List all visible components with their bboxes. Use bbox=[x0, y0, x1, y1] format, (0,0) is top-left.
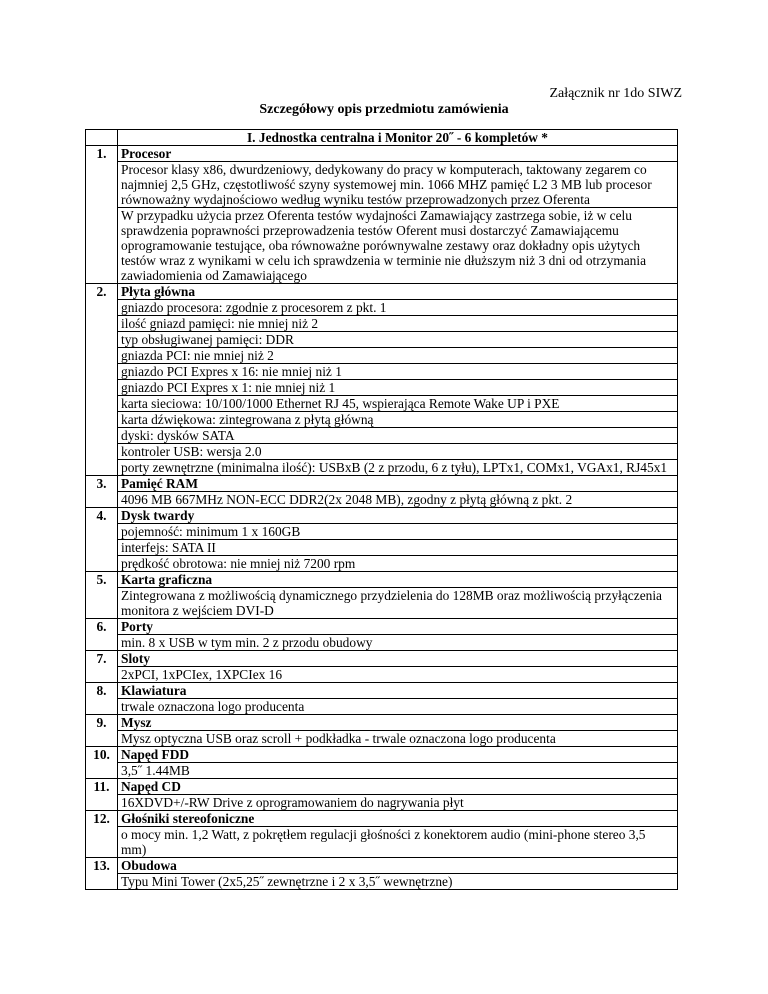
section-content bbox=[118, 284, 678, 476]
section-content bbox=[118, 476, 678, 508]
table-row bbox=[86, 858, 678, 890]
section-line: karta dźwiękowa: zintegrowana z płytą główną bbox=[118, 412, 677, 428]
section-line: 4096 MB 667MHz NON-ECC DDR2(2x 2048 MB), zgodny z płytą główną z pkt. 2 bbox=[121, 492, 573, 507]
header-number-cell bbox=[86, 130, 118, 146]
section-heading: Napęd CD bbox=[118, 779, 677, 795]
section-line: pojemność: minimum 1 x 160GB bbox=[118, 524, 677, 540]
section-line: Zintegrowana z możliwością dynamicznego przydzielenia do 128MB oraz możliwością przyłączenia monitora z wejściem DVI-D bbox=[121, 588, 662, 618]
section-number: 11. bbox=[86, 779, 118, 811]
section-content bbox=[118, 779, 678, 811]
section-line: karta sieciowa: 10/100/1000 Ethernet RJ 45, wspierająca Remote Wake UP i PXE bbox=[118, 396, 677, 412]
section-line: 2xPCI, 1xPCIex, 1XPCIex 16 bbox=[121, 667, 283, 682]
table-row bbox=[86, 811, 678, 858]
section-content bbox=[118, 715, 678, 747]
section-line: W przypadku użycia przez Oferenta testów wydajności Zamawiający zastrzega sobie, iż w celu sprawdzenia poprawności przeprowadzenia testów Oferent musi dostarczyć Zamawiającemu oprogramowanie testujące, oba równoważne porównywalne zestawy oraz dokładny opis użytych testów wraz z wynikami w celu ich sprawdzenia w terminie nie dłuższym niż 3 dni od otrzymania zawiadomienia od Zamawiającego bbox=[121, 208, 647, 283]
section-line: o mocy min. 1,2 Watt, z pokrętłem regulacji głośności z konektorem audio (mini-phone stereo 3,5 mm) bbox=[121, 827, 646, 857]
section-heading: Napęd FDD bbox=[118, 747, 677, 763]
section-line: kontroler USB: wersja 2.0 bbox=[118, 444, 677, 460]
section-heading: Głośniki stereofoniczne bbox=[118, 811, 677, 827]
section-number: 3. bbox=[86, 476, 118, 508]
section-line: gniazda PCI: nie mniej niż 2 bbox=[118, 348, 677, 364]
table-row bbox=[86, 715, 678, 747]
section-line: Procesor klasy x86, dwurdzeniowy, dedykowany do pracy w komputerach, taktowany zegarem co najmniej 2,5 GHz, częstotliwość szyny systemowej min. 1066 MHZ pamięć L2 3 MB lub procesor równoważny wydajnościowo według wyniku testów przeprowadzonych przez Oferenta bbox=[118, 162, 677, 208]
section-heading: Dysk twardy bbox=[118, 508, 677, 524]
section-number: 2. bbox=[86, 284, 118, 476]
section-line: min. 8 x USB w tym min. 2 z przodu obudowy bbox=[121, 635, 373, 650]
section-heading: Procesor bbox=[118, 146, 677, 162]
section-content bbox=[118, 683, 678, 715]
section-line: gniazdo PCI Expres x 16: nie mniej niż 1 bbox=[118, 364, 677, 380]
table-row bbox=[86, 651, 678, 683]
section-heading: Płyta główna bbox=[118, 284, 677, 300]
document-title: Szczegółowy opis przedmiotu zamówienia bbox=[259, 102, 509, 117]
section-line: 16XDVD+/-RW Drive z oprogramowaniem do nagrywania płyt bbox=[121, 795, 464, 810]
section-line: gniazdo procesora: zgodnie z procesorem z pkt. 1 bbox=[118, 300, 677, 316]
section-number: 1. bbox=[86, 146, 118, 284]
section-heading: Mysz bbox=[118, 715, 677, 731]
section-line: porty zewnętrzne (minimalna ilość): USBxB (2 z przodu, 6 z tyłu), LPTx1, COMx1, VGAx1, RJ45x1 bbox=[121, 460, 668, 475]
section-line: Typu Mini Tower (2x5,25˝ zewnętrzne i 2 x 3,5˝ wewnętrzne) bbox=[121, 874, 453, 889]
annex-label: Załącznik nr 1do SIWZ bbox=[549, 86, 682, 101]
section-line: 3,5˝ 1.44MB bbox=[121, 763, 190, 778]
section-number: 9. bbox=[86, 715, 118, 747]
section-line: dyski: dysków SATA bbox=[118, 428, 677, 444]
section-content bbox=[118, 858, 678, 890]
section-number: 4. bbox=[86, 508, 118, 572]
section-number: 6. bbox=[86, 619, 118, 651]
table-row bbox=[86, 508, 678, 572]
table-row bbox=[86, 284, 678, 476]
table-row bbox=[86, 476, 678, 508]
section-content bbox=[118, 651, 678, 683]
table-header: I. Jednostka centralna i Monitor 20˝ - 6 kompletów * bbox=[118, 130, 678, 146]
section-number: 10. bbox=[86, 747, 118, 779]
section-line: gniazdo PCI Expres x 1: nie mniej niż 1 bbox=[118, 380, 677, 396]
section-content bbox=[118, 146, 678, 284]
section-content bbox=[118, 619, 678, 651]
specification-table bbox=[85, 129, 678, 890]
section-heading: Klawiatura bbox=[118, 683, 677, 699]
section-line: trwale oznaczona logo producenta bbox=[121, 699, 305, 714]
section-heading: Sloty bbox=[118, 651, 677, 667]
section-line: Mysz optyczna USB oraz scroll + podkładka - trwale oznaczona logo producenta bbox=[121, 731, 556, 746]
section-content bbox=[118, 508, 678, 572]
section-heading: Obudowa bbox=[118, 858, 677, 874]
section-number: 7. bbox=[86, 651, 118, 683]
section-line: ilość gniazd pamięci: nie mniej niż 2 bbox=[118, 316, 677, 332]
table-row bbox=[86, 146, 678, 284]
section-number: 13. bbox=[86, 858, 118, 890]
section-content bbox=[118, 811, 678, 858]
table-row bbox=[86, 747, 678, 779]
table-row bbox=[86, 779, 678, 811]
section-number: 12. bbox=[86, 811, 118, 858]
section-content bbox=[118, 747, 678, 779]
section-heading: Porty bbox=[118, 619, 677, 635]
section-number: 8. bbox=[86, 683, 118, 715]
section-line: typ obsługiwanej pamięci: DDR bbox=[118, 332, 677, 348]
section-heading: Karta graficzna bbox=[118, 572, 677, 588]
specification-table-body bbox=[86, 130, 678, 890]
table-row bbox=[86, 683, 678, 715]
table-row bbox=[86, 572, 678, 619]
section-line: prędkość obrotowa: nie mniej niż 7200 rpm bbox=[121, 556, 356, 571]
section-heading: Pamięć RAM bbox=[118, 476, 677, 492]
section-line: interfejs: SATA II bbox=[118, 540, 677, 556]
table-header-row bbox=[86, 130, 678, 146]
section-number: 5. bbox=[86, 572, 118, 619]
section-content bbox=[118, 572, 678, 619]
table-row bbox=[86, 619, 678, 651]
